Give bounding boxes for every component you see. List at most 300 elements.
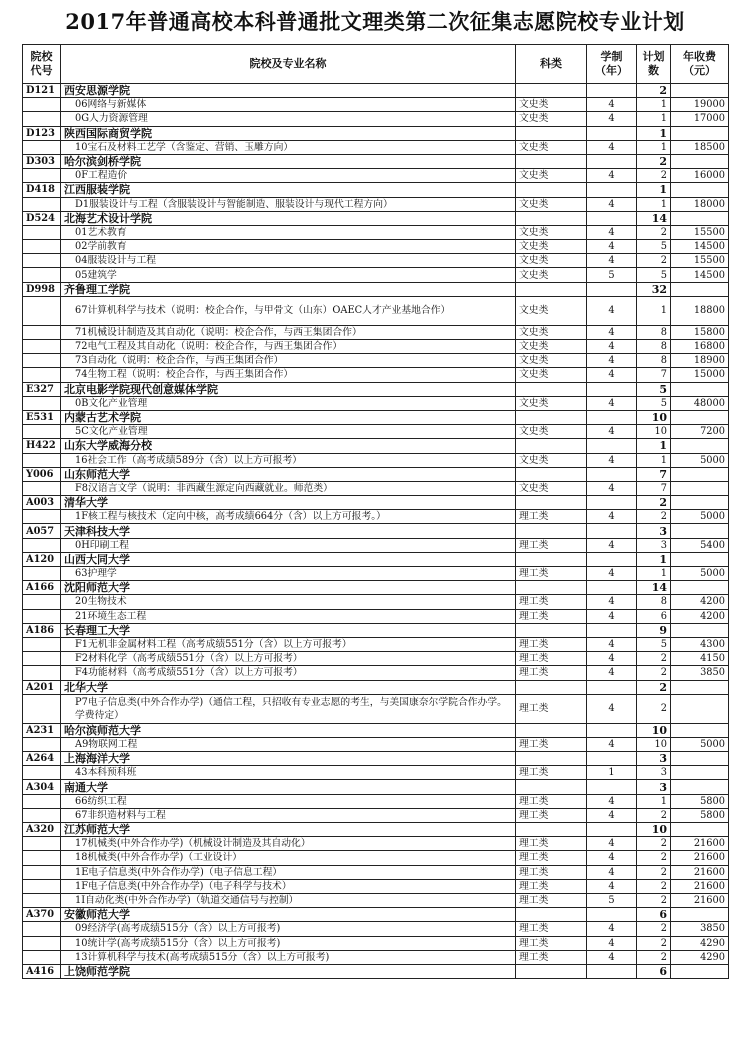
major-plan: 8	[637, 595, 671, 609]
major-code-empty	[23, 694, 61, 723]
school-fee-empty	[671, 964, 729, 978]
major-code-empty	[23, 368, 61, 382]
school-category-empty	[516, 126, 587, 140]
school-fee-empty	[671, 780, 729, 794]
school-category-empty	[516, 282, 587, 296]
major-years: 4	[587, 694, 637, 723]
major-years: 4	[587, 481, 637, 495]
major-name: D1服装设计与工程（含服装设计与智能制造、服装设计与现代工程方向）	[61, 197, 516, 211]
major-fee: 4200	[671, 609, 729, 623]
major-years: 4	[587, 425, 637, 439]
school-code: E531	[23, 410, 61, 424]
major-code-empty	[23, 354, 61, 368]
school-code: A304	[23, 780, 61, 794]
school-years-empty	[587, 581, 637, 595]
major-name: 06网络与新媒体	[61, 98, 516, 112]
school-category-empty	[516, 723, 587, 737]
major-plan: 8	[637, 354, 671, 368]
major-fee: 18000	[671, 197, 729, 211]
major-plan: 1	[637, 567, 671, 581]
header-plan: 计划数	[637, 45, 671, 84]
school-row	[23, 410, 729, 424]
major-name: 63护理学	[61, 567, 516, 581]
major-category: 理工类	[516, 609, 587, 623]
school-plan: 1	[637, 439, 671, 453]
school-name: 安徽师范大学	[61, 908, 516, 922]
major-fee: 14500	[671, 240, 729, 254]
major-name: 66纺织工程	[61, 794, 516, 808]
major-category: 理工类	[516, 652, 587, 666]
major-fee: 5000	[671, 453, 729, 467]
major-years: 4	[587, 510, 637, 524]
major-name: 1F电子信息类(中外合作办学)（电子科学与技术）	[61, 879, 516, 893]
major-row	[23, 340, 729, 354]
major-code-empty	[23, 325, 61, 339]
major-category: 理工类	[516, 936, 587, 950]
school-category-empty	[516, 964, 587, 978]
school-name: 哈尔滨师范大学	[61, 723, 516, 737]
major-plan: 2	[637, 510, 671, 524]
school-fee-empty	[671, 183, 729, 197]
major-name: F2材料化学（高考成绩551分（含）以上方可报考）	[61, 652, 516, 666]
major-years: 4	[587, 595, 637, 609]
major-fee	[671, 766, 729, 780]
major-fee: 4200	[671, 595, 729, 609]
school-category-empty	[516, 552, 587, 566]
major-category: 文史类	[516, 240, 587, 254]
major-fee: 4300	[671, 637, 729, 651]
school-code: A264	[23, 752, 61, 766]
school-code: D418	[23, 183, 61, 197]
school-years-empty	[587, 496, 637, 510]
school-name: 哈尔滨剑桥学院	[61, 154, 516, 168]
major-plan: 1	[637, 794, 671, 808]
major-row	[23, 368, 729, 382]
major-category: 文史类	[516, 481, 587, 495]
major-fee: 21600	[671, 893, 729, 907]
school-category-empty	[516, 524, 587, 538]
school-name: 沈阳师范大学	[61, 581, 516, 595]
school-category-empty	[516, 382, 587, 396]
school-code: A003	[23, 496, 61, 510]
school-row	[23, 154, 729, 168]
major-category: 理工类	[516, 510, 587, 524]
major-fee: 4290	[671, 936, 729, 950]
major-fee: 5000	[671, 510, 729, 524]
major-plan: 2	[637, 254, 671, 268]
major-years: 4	[587, 851, 637, 865]
school-code: D303	[23, 154, 61, 168]
major-row	[23, 197, 729, 211]
school-years-empty	[587, 439, 637, 453]
major-fee: 18500	[671, 140, 729, 154]
major-name: A9物联网工程	[61, 737, 516, 751]
major-category: 文史类	[516, 112, 587, 126]
school-fee-empty	[671, 84, 729, 98]
major-years: 4	[587, 922, 637, 936]
major-row	[23, 567, 729, 581]
school-row	[23, 623, 729, 637]
header-fee: 年收费（元）	[671, 45, 729, 84]
school-row	[23, 752, 729, 766]
school-category-empty	[516, 908, 587, 922]
major-code-empty	[23, 950, 61, 964]
major-row	[23, 851, 729, 865]
major-years: 5	[587, 893, 637, 907]
school-row	[23, 84, 729, 98]
major-plan: 2	[637, 225, 671, 239]
major-name: 5C文化产业管理	[61, 425, 516, 439]
major-name: 0B文化产业管理	[61, 396, 516, 410]
major-plan: 5	[637, 240, 671, 254]
school-name: 山东大学威海分校	[61, 439, 516, 453]
major-code-empty	[23, 595, 61, 609]
school-name: 齐鲁理工学院	[61, 282, 516, 296]
major-plan: 10	[637, 425, 671, 439]
major-name: 20生物技术	[61, 595, 516, 609]
major-fee: 15500	[671, 225, 729, 239]
major-code-empty	[23, 112, 61, 126]
major-years: 4	[587, 538, 637, 552]
school-plan: 10	[637, 410, 671, 424]
school-plan: 14	[637, 581, 671, 595]
school-years-empty	[587, 823, 637, 837]
school-plan: 6	[637, 908, 671, 922]
school-row	[23, 183, 729, 197]
major-plan: 6	[637, 609, 671, 623]
major-years: 4	[587, 396, 637, 410]
major-code-empty	[23, 808, 61, 822]
school-code: D524	[23, 211, 61, 225]
school-category-empty	[516, 780, 587, 794]
school-plan: 1	[637, 183, 671, 197]
major-fee: 48000	[671, 396, 729, 410]
school-plan: 3	[637, 780, 671, 794]
school-fee-empty	[671, 680, 729, 694]
school-years-empty	[587, 467, 637, 481]
major-code-empty	[23, 396, 61, 410]
major-years: 4	[587, 197, 637, 211]
major-years: 1	[587, 766, 637, 780]
school-category-empty	[516, 183, 587, 197]
major-category: 文史类	[516, 325, 587, 339]
major-name: 73自动化（说明：校企合作，与西王集团合作）	[61, 354, 516, 368]
major-code-empty	[23, 936, 61, 950]
major-code-empty	[23, 296, 61, 325]
header-name: 院校及专业名称	[61, 45, 516, 84]
school-fee-empty	[671, 154, 729, 168]
major-years: 4	[587, 354, 637, 368]
school-row	[23, 211, 729, 225]
major-name: 0H印刷工程	[61, 538, 516, 552]
school-plan: 5	[637, 382, 671, 396]
major-plan: 2	[637, 169, 671, 183]
major-row	[23, 325, 729, 339]
major-category: 理工类	[516, 922, 587, 936]
major-category: 文史类	[516, 140, 587, 154]
school-years-empty	[587, 282, 637, 296]
major-plan: 5	[637, 637, 671, 651]
major-years: 4	[587, 794, 637, 808]
major-code-empty	[23, 98, 61, 112]
major-plan: 1	[637, 112, 671, 126]
major-row	[23, 425, 729, 439]
major-category: 理工类	[516, 567, 587, 581]
school-category-empty	[516, 680, 587, 694]
major-plan: 3	[637, 538, 671, 552]
major-category: 文史类	[516, 225, 587, 239]
major-code-empty	[23, 766, 61, 780]
major-fee: 17000	[671, 112, 729, 126]
school-code: A120	[23, 552, 61, 566]
school-years-empty	[587, 908, 637, 922]
major-category: 文史类	[516, 169, 587, 183]
school-row	[23, 581, 729, 595]
major-name: 01艺术教育	[61, 225, 516, 239]
major-name: F1无机非金属材料工程（高考成绩551分（含）以上方可报考）	[61, 637, 516, 651]
major-plan: 2	[637, 950, 671, 964]
major-years: 4	[587, 325, 637, 339]
school-plan: 14	[637, 211, 671, 225]
school-name: 北华大学	[61, 680, 516, 694]
major-category: 文史类	[516, 296, 587, 325]
major-row	[23, 893, 729, 907]
header-code: 院校代号	[23, 45, 61, 84]
major-years: 4	[587, 837, 637, 851]
school-fee-empty	[671, 382, 729, 396]
major-fee: 16800	[671, 340, 729, 354]
school-name: 西安思源学院	[61, 84, 516, 98]
major-code-empty	[23, 879, 61, 893]
major-years: 4	[587, 368, 637, 382]
major-category: 理工类	[516, 694, 587, 723]
major-category: 理工类	[516, 879, 587, 893]
major-code-empty	[23, 794, 61, 808]
major-row	[23, 837, 729, 851]
major-plan: 2	[637, 652, 671, 666]
major-plan: 7	[637, 481, 671, 495]
school-years-empty	[587, 723, 637, 737]
school-plan: 3	[637, 524, 671, 538]
school-name: 上饶师范学院	[61, 964, 516, 978]
major-code-empty	[23, 481, 61, 495]
major-code-empty	[23, 510, 61, 524]
school-category-empty	[516, 467, 587, 481]
major-years: 4	[587, 140, 637, 154]
major-name: 71机械设计制造及其自动化（说明：校企合作，与西王集团合作）	[61, 325, 516, 339]
school-code: A166	[23, 581, 61, 595]
major-plan: 1	[637, 296, 671, 325]
major-category: 文史类	[516, 340, 587, 354]
school-category-empty	[516, 439, 587, 453]
major-name: F4功能材料（高考成绩551分（含）以上方可报考）	[61, 666, 516, 680]
major-category: 文史类	[516, 425, 587, 439]
major-code-empty	[23, 567, 61, 581]
school-fee-empty	[671, 439, 729, 453]
major-fee: 7200	[671, 425, 729, 439]
major-code-empty	[23, 922, 61, 936]
major-row	[23, 254, 729, 268]
major-fee	[671, 481, 729, 495]
school-fee-empty	[671, 126, 729, 140]
school-years-empty	[587, 524, 637, 538]
school-plan: 10	[637, 823, 671, 837]
major-name: 1E电子信息类(中外合作办学)（电子信息工程）	[61, 865, 516, 879]
school-row	[23, 723, 729, 737]
major-plan: 2	[637, 666, 671, 680]
major-fee: 21600	[671, 865, 729, 879]
major-years: 4	[587, 240, 637, 254]
major-plan: 10	[637, 737, 671, 751]
major-row	[23, 268, 729, 282]
major-years: 4	[587, 808, 637, 822]
school-row	[23, 496, 729, 510]
school-plan: 10	[637, 723, 671, 737]
school-category-empty	[516, 154, 587, 168]
major-fee: 14500	[671, 268, 729, 282]
major-row	[23, 865, 729, 879]
major-category: 理工类	[516, 794, 587, 808]
school-row	[23, 823, 729, 837]
major-plan: 2	[637, 837, 671, 851]
major-row	[23, 879, 729, 893]
major-code-empty	[23, 169, 61, 183]
major-fee: 15500	[671, 254, 729, 268]
school-code: A231	[23, 723, 61, 737]
major-category: 文史类	[516, 197, 587, 211]
major-code-empty	[23, 609, 61, 623]
major-plan: 7	[637, 368, 671, 382]
major-row	[23, 169, 729, 183]
major-row	[23, 737, 729, 751]
major-code-empty	[23, 425, 61, 439]
major-fee: 5800	[671, 808, 729, 822]
major-code-empty	[23, 652, 61, 666]
major-plan: 1	[637, 197, 671, 211]
major-category: 理工类	[516, 666, 587, 680]
major-code-empty	[23, 197, 61, 211]
major-code-empty	[23, 538, 61, 552]
header-years: 学制（年）	[587, 45, 637, 84]
major-category: 理工类	[516, 595, 587, 609]
major-years: 4	[587, 453, 637, 467]
major-fee: 5000	[671, 737, 729, 751]
school-name: 江苏师范大学	[61, 823, 516, 837]
major-category: 理工类	[516, 865, 587, 879]
school-code: D123	[23, 126, 61, 140]
major-name: 0F工程造价	[61, 169, 516, 183]
school-code: D998	[23, 282, 61, 296]
major-row	[23, 112, 729, 126]
major-years: 4	[587, 169, 637, 183]
major-plan: 5	[637, 268, 671, 282]
major-plan: 2	[637, 851, 671, 865]
school-name: 江西服装学院	[61, 183, 516, 197]
school-fee-empty	[671, 623, 729, 637]
major-name: 13计算机科学与技术(高考成绩515分（含）以上方可报考)	[61, 950, 516, 964]
school-fee-empty	[671, 552, 729, 566]
school-plan: 9	[637, 623, 671, 637]
major-row	[23, 354, 729, 368]
school-name: 清华大学	[61, 496, 516, 510]
major-row	[23, 936, 729, 950]
major-years: 4	[587, 98, 637, 112]
school-plan: 6	[637, 964, 671, 978]
school-code: H422	[23, 439, 61, 453]
major-name: 1I自动化类(中外合作办学)（轨道交通信号与控制）	[61, 893, 516, 907]
major-years: 4	[587, 225, 637, 239]
school-code: A370	[23, 908, 61, 922]
school-fee-empty	[671, 752, 729, 766]
major-row	[23, 609, 729, 623]
school-years-empty	[587, 780, 637, 794]
major-years: 4	[587, 609, 637, 623]
school-category-empty	[516, 84, 587, 98]
major-years: 5	[587, 268, 637, 282]
school-row	[23, 524, 729, 538]
major-fee: 21600	[671, 837, 729, 851]
major-fee: 3850	[671, 666, 729, 680]
major-row	[23, 396, 729, 410]
school-category-empty	[516, 410, 587, 424]
school-row	[23, 680, 729, 694]
major-category: 理工类	[516, 538, 587, 552]
major-category: 理工类	[516, 737, 587, 751]
plan-table	[22, 44, 729, 979]
school-fee-empty	[671, 410, 729, 424]
major-plan: 2	[637, 694, 671, 723]
school-row	[23, 467, 729, 481]
school-name: 长春理工大学	[61, 623, 516, 637]
major-years: 4	[587, 254, 637, 268]
school-years-empty	[587, 126, 637, 140]
major-name: 67非织造材料与工程	[61, 808, 516, 822]
major-row	[23, 794, 729, 808]
school-plan: 3	[637, 752, 671, 766]
major-name: 04服装设计与工程	[61, 254, 516, 268]
school-row	[23, 282, 729, 296]
major-code-empty	[23, 737, 61, 751]
major-fee: 18900	[671, 354, 729, 368]
major-years: 4	[587, 652, 637, 666]
school-years-empty	[587, 680, 637, 694]
major-category: 理工类	[516, 808, 587, 822]
major-name: 43本科预科班	[61, 766, 516, 780]
major-row	[23, 481, 729, 495]
major-plan: 2	[637, 808, 671, 822]
major-code-empty	[23, 340, 61, 354]
major-years: 4	[587, 737, 637, 751]
school-fee-empty	[671, 496, 729, 510]
major-years: 4	[587, 865, 637, 879]
major-years: 4	[587, 936, 637, 950]
major-code-empty	[23, 851, 61, 865]
school-category-empty	[516, 623, 587, 637]
major-name: 16社会工作（高考成绩589分（含）以上方可报考）	[61, 453, 516, 467]
school-plan: 1	[637, 552, 671, 566]
major-row	[23, 766, 729, 780]
major-row	[23, 666, 729, 680]
major-code-empty	[23, 666, 61, 680]
major-fee: 5000	[671, 567, 729, 581]
major-code-empty	[23, 268, 61, 282]
major-name: 72电气工程及其自动化（说明：校企合作，与西王集团合作）	[61, 340, 516, 354]
major-fee: 15800	[671, 325, 729, 339]
major-name: 10统计学(高考成绩515分（含）以上方可报考)	[61, 936, 516, 950]
major-name: 1F核工程与核技术（定向中核，高考成绩664分（含）以上方可报考。）	[61, 510, 516, 524]
major-years: 4	[587, 296, 637, 325]
school-category-empty	[516, 581, 587, 595]
